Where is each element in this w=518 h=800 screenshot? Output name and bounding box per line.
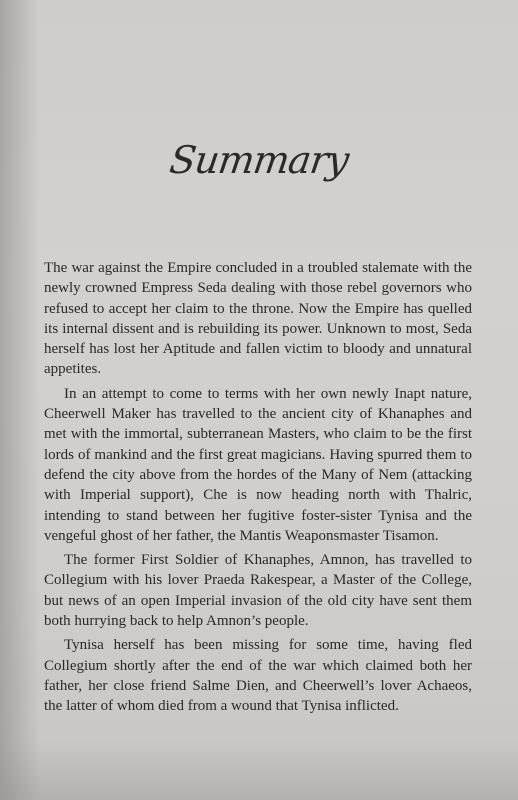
page-bottom-shadow [0,740,518,800]
summary-paragraph-4: Tynisa herself has been missing for some time, having fled Collegium shortly after the end of the war which claimed both her father, her close friend Salme Dien, and Cheerwell’s lover Achaeos, the latter of whom died from a wound that Tynisa inflicted. [44,637,472,715]
page-gutter-shadow [0,0,40,800]
page-title: Summary [166,138,352,182]
summary-paragraph-2: In an attempt to come to terms with her own newly Inapt nature, Cheerwell Maker has travelled to the ancient city of Khanaphes and met with the immortal, subterranean Masters, who claim to be the first lords of mankind and the first great magicians. Having spurred them to defend the city above from the hordes of the Many of Nem (attacking with Imperial support), Che is now heading north with Thalric, intending to stand between her fugitive foster-sister Tynisa and the vengeful ghost of her father, the Mantis Weaponsmaster Tisamon. [44,385,472,544]
summary-paragraph-3: The former First Soldier of Khanaphes, Amnon, has travelled to Collegium with his lover Praeda Rakespear, a Master of the College, but news of an open Imperial invasion of the old city have sent them both hurrying back to help Amnon’s people. [44,552,472,630]
summary-body [44,258,472,721]
summary-paragraph-1: The war against the Empire concluded in a troubled stalemate with the newly crowned Empress Seda dealing with those rebel governors who refused to accept her claim to the throne. Now the Empire has quelled its internal dissent and is rebuilding its power. Unknown to most, Seda herself has lost her Aptitude and fallen victim to bloody and unnatural appetites. [44,260,472,378]
